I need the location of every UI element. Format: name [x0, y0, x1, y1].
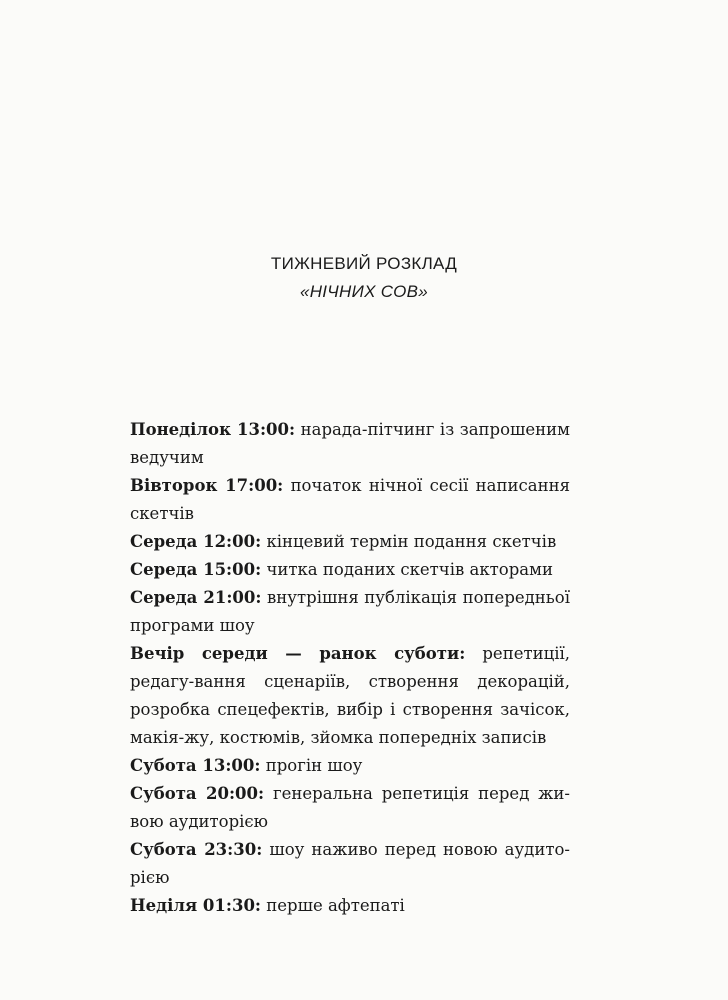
- heading-title: ТИЖНЕВИЙ РОЗКЛАД: [270, 254, 458, 273]
- entry-time: Субота 23:30:: [130, 840, 263, 859]
- entry-description: генеральна репетиція перед жи-вою аудиторією: [130, 784, 570, 831]
- weekly-schedule: [130, 416, 570, 920]
- schedule-entry: [130, 556, 570, 584]
- entry-description: прогін шоу: [265, 756, 363, 775]
- schedule-entry: [130, 892, 570, 920]
- entry-time: Субота 20:00:: [130, 784, 265, 803]
- entry-time: Субота 13:00:: [130, 756, 261, 775]
- schedule-entry: [130, 780, 570, 836]
- schedule-entry: [130, 528, 570, 556]
- entry-description: шоу наживо перед новою аудито-рією: [130, 840, 570, 887]
- schedule-entry: [130, 752, 570, 780]
- page-heading: [0, 250, 728, 306]
- heading-subtitle: «НІЧНИХ СОВ»: [299, 282, 429, 301]
- schedule-entry: [130, 836, 570, 892]
- entry-time: Середа 12:00:: [130, 532, 262, 551]
- entry-time: Понеділок 13:00:: [130, 420, 296, 439]
- schedule-entry: [130, 640, 570, 752]
- entry-description: кінцевий термін подання скетчів: [266, 532, 557, 551]
- entry-description: читка поданих скетчів акторами: [266, 560, 553, 579]
- entry-description: внутрішня публікація попередньої програми шоу: [130, 588, 570, 635]
- schedule-entry: [130, 416, 570, 472]
- schedule-entry: [130, 472, 570, 528]
- entry-time: Вівторок 17:00:: [130, 476, 284, 495]
- entry-time: Середа 21:00:: [130, 588, 262, 607]
- entry-description: нарада-пітчинг із запрошеним ведучим: [130, 420, 570, 467]
- entry-time: Неділя 01:30:: [130, 896, 262, 915]
- entry-time: Вечір середи — ранок суботи:: [130, 644, 466, 663]
- entry-time: Середа 15:00:: [130, 560, 262, 579]
- entry-description: перше афтепаті: [266, 896, 405, 915]
- schedule-entry: [130, 584, 570, 640]
- entry-description: репетиції, редагу-вання сценаріїв, створення декорацій, розробка спецефектів, вибір і створення зачісок, макія-жу, костюмів, зйомка попередніх записів: [130, 644, 570, 747]
- entry-description: початок нічної сесії написання скетчів: [130, 476, 570, 523]
